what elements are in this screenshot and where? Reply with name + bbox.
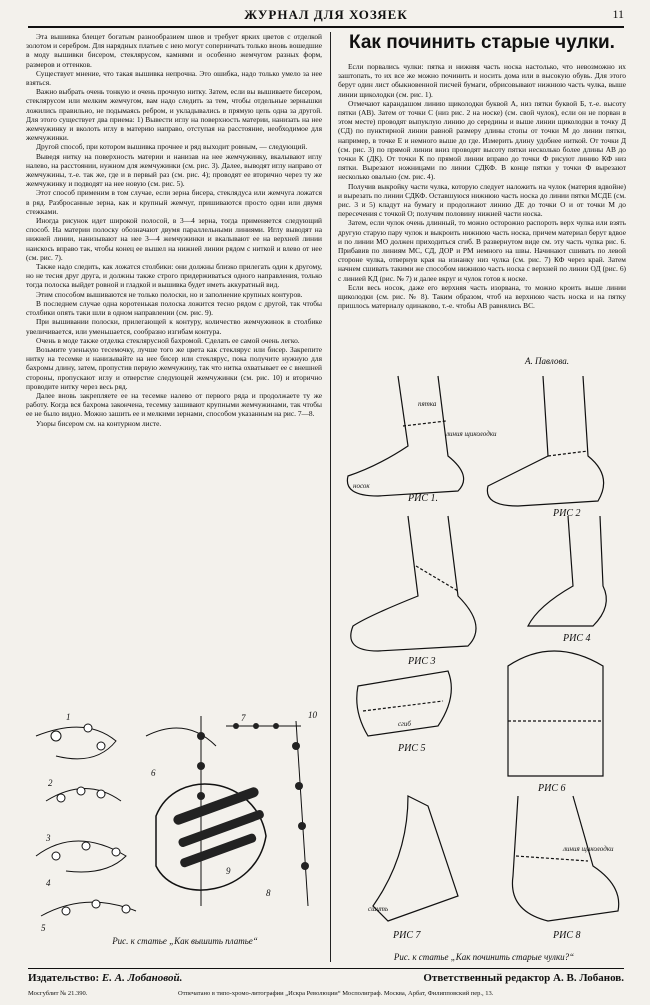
article-paragraph: Этот способ применим в том случае, если зерна бисера, стеклядуса или жемчуга ложатся в ряд. Разбросанные зерна, как и крупный жемчуг, пришиваются просто одни или двумя стежками. <box>26 188 322 216</box>
editor-line: Ответственный редактор А. В. Лобанов. <box>423 972 624 984</box>
article-paragraph: Иногда рисунок идет широкой полосой, в 3—4 зерна, тогда применяется следующий способ. На материи полоску обозначают двумя параллельными линиями. Иглу выводят на нижней линии, нанизывают на нее 3—4 жемчужинки и вкалывают ее на верхней линии наискось вправо так, чтобы конец ее вышел на нижней линии рядом с ниткой и влево от нее (см. рис. 7). <box>26 216 322 262</box>
article-paragraph: Этим способом вышиваются не только полоски, но и заполнение крупных контуров. <box>36 289 303 299</box>
svg-text:7: 7 <box>241 713 246 723</box>
censor-number: Мосгублит № 21.390. <box>28 990 88 997</box>
article-paragraph: В последнем случае одна коротенькая полоска ложится тесно рядом с другой, так чтобы столбики опять таки шли в одном направлении (см. рис. 9). <box>26 298 322 318</box>
article-paragraph: Если весь носок, даже его верхняя часть изорвана, то можно кроить выше линии щиколодки (см. рис. № 8). Таким образом, чтоб на верхнюю часть носка и на пятку пришлось материалу одинаково, т.-е. чтобы АВ равнялись ВС. <box>338 282 626 311</box>
fig-label: РИС 1. <box>408 493 438 504</box>
article-paragraph: Затем, если чулок очень длинный, то можно осторожно распороть верх чулка или взять другую старую пару чулок и выкроить нижнюю часть носка, причем материал берут вдвое и по линии МО должен приходиться сгиб. В развернутом виде см. эту часть чулка рис. 6. Прибавив по линиям МС, СД, ДОР и РМ немного на швы. Начинают сшивать по левой стороне чулка, отвернув края на изнанку низ чулка (см. рис. 7) КФ через край. Затем начнем сшивать такими же способом нижнюю часть носка с верхней по линии ОД (рис. 6) с линией КД (рис. № 7) и далее вкруг и чулок готов к носке. <box>338 218 626 283</box>
fig-word: носок <box>353 482 370 490</box>
article-paragraph: Узоры бисером см. на контурном листе. <box>36 418 162 428</box>
article-paragraph: Важно выбрать очень тонкую и очень прочную нитку. Затем, если вы вышиваете бисером, стеклярусом или мелким жемчугом, вам надо следить за тем, чтобы отдельные зернышки ложились правильно, не подымаясь ребром, и укладывались в прямую цепь одна за другой. Для этого существует два приема: 1) Вывести иглу на поверхность материи, нанизать на нее жемчужинку и вколоть иглу в материю направо, отступая на расстояние, необходимое для жемчужинки. <box>26 87 322 143</box>
publisher-label: Издательство: <box>28 972 100 984</box>
svg-text:10: 10 <box>308 710 317 720</box>
svg-text:2: 2 <box>48 778 53 788</box>
article-author: А. Павлова. <box>525 356 570 366</box>
embroidery-caption: Рис. к статье „Как вышить платье“ <box>112 936 258 946</box>
stocking-pattern-illustration <box>338 366 626 946</box>
fig-word: линия щиколодки <box>446 430 497 438</box>
article-paragraph: Другой способ, при котором вышивка прочнее и ряд выходит ровным, — следующий. <box>36 142 308 152</box>
fig-word: линия щиколодки <box>563 845 614 853</box>
fig-label: РИС 2 <box>553 508 581 519</box>
fig-label: РИС 4 <box>563 633 591 644</box>
svg-text:9: 9 <box>226 866 231 876</box>
fig-word: пятка <box>418 400 437 408</box>
publisher <box>28 972 182 984</box>
page-footer <box>28 968 624 985</box>
fig-label: РИС 3 <box>408 656 436 667</box>
svg-text:3: 3 <box>46 833 51 843</box>
article-paragraph: При вышивании полоски, прилегающей к контуру, количество жемчужинок в столбике увеличивается, или уменьшается, сообразно изгибам контура. <box>26 317 322 336</box>
svg-text:5: 5 <box>41 923 46 933</box>
column-divider <box>330 32 331 962</box>
fig-word: сшить <box>368 905 389 913</box>
stockings-caption: Рис. к статье „Как починить старые чулки?“ <box>393 952 575 962</box>
publisher-name: Е. А. Лобановой. <box>101 972 183 984</box>
fig-label: РИС 8 <box>553 930 581 941</box>
article-paragraph: Получив выкройку части чулка, которую следует наложить на чулок (материя вдвойне) и вырезать по линии СДКФ. Оставшуюся нижнюю часть носка до линии пятки МСДЕ (см. рис. 3 и 5) кладут на бумагу и продолжают линию ДЕ до точки О и от точки М до пересечения с точкой О; получим половину нижней части носка. <box>338 181 626 219</box>
article-paragraph: Выведя нитку на поверхность материи и нанизав на нее жемчужинку, вкалывают иглу налево, на расстоянии, нужном для жемчужинки (см. рис. 3). Далее, выводят иглу направо от жемчужины, т.-е. так же, где и в первый раз (см. рис. 4); проводят ее вторично через ту же жемчужинку и подводят на нее новую (см. рис. 5). <box>26 151 322 189</box>
article-paragraph: Очень в моде также отделка стеклярусной бахромой. Сделать ее самой очень легко. <box>36 335 300 345</box>
beadwork-illustration <box>26 706 322 936</box>
article-title: Как починить старые чулки. <box>349 32 615 53</box>
embroidery-article <box>26 32 322 702</box>
article-paragraph: Далее вновь закрепляете ее на тесемке налево от первого ряда и продолжаете ту же работу. Когда вся бахрома закончена, тесемку зашивают крупными жемчужинами, так чтобы ее не было видно. Можно зашить ее и мелкими зернами, способом указанным на рис. 7—8. <box>26 390 322 419</box>
article-paragraph: Существует мнение, что такая вышивка непрочна. Это ошибка, надо только умело за нее взяться. <box>26 68 322 88</box>
svg-text:1: 1 <box>66 712 71 722</box>
article-paragraph: Также надо следить, как ложатся столбики: они должны близко прилегать один к другому, но не тесня друг друга, и должны также строго придерживаться одного направления, только тогда полоска выйдет ровной и гладкой и вышивка будет иметь аккуратный вид. <box>26 262 322 290</box>
svg-text:4: 4 <box>46 878 51 888</box>
stockings-article <box>338 32 626 362</box>
fig-label: РИС 6 <box>538 783 566 794</box>
article-paragraph: Возьмите узенькую тесемочку, лучше того же цвета как стеклярус или бисер. Закрепите нитку на тесемке и нанизывайте на нее бисер или стеклярус, пока получите нужную для бахромы длину, затем, пропустив первую жемчужину, так что нитка охватывает ее с внешней стороны, пропускают иглу и отверстие следующей жемчужинки (см. рис. 10) и вторично проводите нитку через весь ряд. <box>26 344 322 391</box>
journal-title: ЖУРНАЛ ДЛЯ ХОЗЯЕК <box>244 7 408 22</box>
page-header <box>28 6 624 28</box>
printer-imprint: Отпечатано в типо-хромо-литографии „Искра Революции“ Мосполиграф. Москва, Арбат, Филипповский пер., 13. <box>178 990 494 997</box>
svg-text:8: 8 <box>266 888 271 898</box>
article-paragraph: Если порвались чулки: пятка и нижняя часть носка настолько, что невозможно их заштопать, то их все же можно починить и носить дома или в высокую обувь. Для этого берут один лист обыкновенной писчей бумаги, обрисовывают нижнюю часть чулка, выше линии щиколодки (см. рис. 1). <box>338 62 626 99</box>
article-paragraph: Эта вышивка блещет богатым разнообразием швов и требует ярких цветов с отделкой золотом и серебром. Для нарядных платьев с нею могут соперничать только вновь вошедшие в моду вышивки бисером, стеклярусом, камнями и особенно жемчугом разных форм, размеров и оттенков. <box>26 32 322 69</box>
fig-label: РИС 5 <box>398 743 426 754</box>
fig-label: РИС 7 <box>393 930 421 941</box>
page-number: 11 <box>612 7 624 21</box>
fig-word: сгиб <box>398 720 411 728</box>
article-paragraph: Отмечают карандашом линию щиколодки буквой А, низ пятки буквой Б, т.-е. высоту пятки (АВ). Затем от точки С (низ рис. 2 на носке) (см. свой чулок), если он не порван в этом месте) проводят выпуклую линию до середины и выше линии щиколодки в точку Д (СД) по пунктирной линии равной размеру длины стопы от точки М до линии пятки, например, в точке Е и немного выше до где. Измерить длину удобнее ниткой. От точки Д (см. рис. 3) по прямой линии вниз проводят высоту пятки несколько более длины АВ до точки К (ДК). От точки К по прямой линии вправо до точки Ф рисуют линию КФ низ пятки. Вырезают ножницами по линии СДКФ. В конце пятки у точки Ф вырезают несколько овально (см. рис. 4). <box>338 98 626 182</box>
svg-text:6: 6 <box>151 768 156 778</box>
